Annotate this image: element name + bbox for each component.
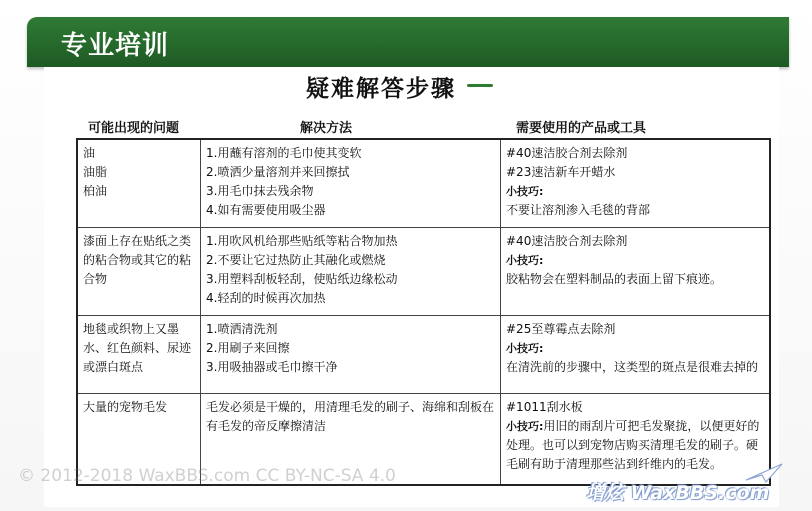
problem-cell: 大量的宠物毛发 bbox=[77, 393, 201, 485]
solution-cell: 毛发必须是干燥的，用清理毛发的刷子、海绵和刮板在有毛发的帝反摩擦清洁 bbox=[201, 393, 501, 485]
troubleshooting-table bbox=[76, 138, 771, 486]
tip-label: 小技巧: bbox=[506, 253, 544, 267]
tip-body: 用旧的雨刮片可把毛发聚拢，以便更好的处理。也可以到宠物店购买清理毛发的刷子。硬毛刷有助于清理那些沾到纤维内的毛发。 bbox=[506, 418, 760, 471]
solution-cell: 1.用吹风机给那些贴纸等粘合物加热 2.不要让它过热防止其融化或燃烧 3.用塑料刮板轻刮，使贴纸边缘松动 4.轻刮的时候再次加热 bbox=[201, 227, 501, 315]
problem-cell: 油 油脂 柏油 bbox=[77, 139, 201, 227]
problem-cell: 漆面上存在贴纸之类的粘合物或其它的粘合物 bbox=[77, 227, 201, 315]
column-header-solution: 解决方法 bbox=[300, 121, 353, 136]
tip-text: 在清洗前的步骤中，这类型的斑点是很难去掉的 bbox=[506, 359, 759, 374]
product-cell: #1011刮水板 小技巧:用旧的雨刮片可把毛发聚拢，以便更好的处理。也可以到宠物店购买清理毛发的刷子。硬毛刷有助于清理那些沾到纤维内的毛发。 bbox=[501, 393, 771, 485]
table-row bbox=[77, 139, 770, 227]
header-band bbox=[27, 17, 789, 67]
column-header-product: 需要使用的产品或工具 bbox=[516, 121, 647, 136]
tip-text: 胶粘物会在塑料制品的表面上留下痕迹。 bbox=[506, 271, 723, 286]
tip-label: 小技巧: bbox=[506, 185, 544, 198]
tip-label: 小技巧: bbox=[506, 419, 544, 433]
product-cell: #25至尊霉点去除剂 小技巧: 在清洗前的步骤中，这类型的斑点是很难去掉的 bbox=[501, 315, 771, 393]
watermark-text: © 2012-2018 WaxBBS.com CC BY-NC-SA 4.0 bbox=[18, 466, 396, 486]
table-row bbox=[77, 315, 770, 393]
solution-cell: 1.用蘸有溶剂的毛巾使其变软 2.喷洒少量溶剂并来回擦拭 3.用毛巾抹去残余物 4.如有需要使用吸尘器 bbox=[201, 139, 501, 227]
site-logo[interactable]: 增炫 WaxBBS.com bbox=[586, 482, 770, 504]
product-cell: #40速洁胶合剂去除剂 小技巧: 胶粘物会在塑料制品的表面上留下痕迹。 bbox=[501, 227, 771, 315]
tip-label: 小技巧: bbox=[506, 341, 544, 355]
header-title: 专业培训 bbox=[61, 31, 170, 61]
tip-text bbox=[506, 417, 764, 474]
column-header-problem: 可能出现的问题 bbox=[88, 121, 180, 136]
table-row bbox=[77, 227, 770, 315]
tip-text: 不要让溶剂渗入毛毯的背部 bbox=[506, 203, 651, 217]
product-cell: #40速洁胶合剂去除剂 #23速洁新车开蜡水 小技巧: 不要让溶剂渗入毛毯的背部 bbox=[501, 139, 771, 227]
page-subtitle: 疑难解答步骤 bbox=[306, 75, 456, 102]
subtitle-dash bbox=[467, 84, 493, 87]
solution-cell: 1.喷洒清洗剂 2.用刷子来回擦 3.用吸抽器或毛巾擦干净 bbox=[201, 315, 501, 393]
problem-cell: 地毯或织物上又墨水、红色颜料、尿迹或漂白斑点 bbox=[77, 315, 201, 393]
